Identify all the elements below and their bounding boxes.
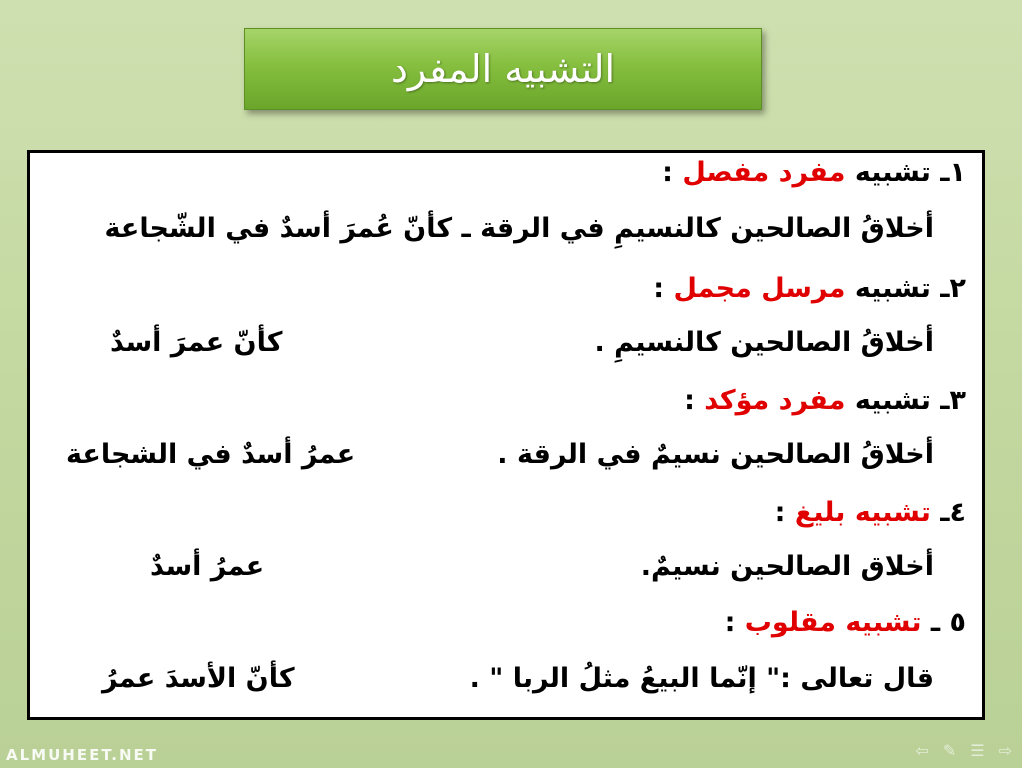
example-main: أخلاقُ الصالحين نسيمٌ في الرقة .	[497, 439, 934, 470]
item-type: تشبيه بليغ	[794, 497, 931, 528]
item-prefix: تشبيه	[854, 273, 931, 304]
item-colon: :	[684, 385, 695, 416]
item-prefix: تشبيه	[854, 157, 931, 188]
item-prefix: تشبيه	[854, 385, 931, 416]
item-type: تشبيه مقلوب	[744, 607, 922, 638]
site-logo: ALMUHEET.NET	[6, 746, 159, 764]
item-heading-1	[30, 157, 982, 188]
menu-icon[interactable]: ☰	[970, 741, 985, 760]
item-type: مفرد مؤكد	[704, 385, 846, 416]
item-colon: :	[653, 273, 665, 304]
item-number: ٥ ـ	[930, 607, 966, 638]
item-colon: :	[662, 157, 673, 188]
example-side: عمرُ أسدٌ في الشجاعة	[66, 439, 356, 470]
item-heading-3	[30, 385, 982, 416]
item-heading-4	[30, 497, 982, 528]
back-arrow-icon[interactable]: ⇦	[915, 741, 929, 760]
slide-title-text: التشبيه المفرد	[390, 47, 616, 91]
item-type: مفرد مفصل	[682, 157, 846, 188]
example-main: أخلاق الصالحين نسيمٌ.	[640, 551, 934, 582]
content-box	[27, 150, 985, 720]
example-side: كأنّ عمرَ أسدٌ	[110, 327, 283, 358]
item-colon: :	[724, 607, 736, 638]
item-colon: :	[774, 497, 786, 528]
item-number: ١ـ	[940, 157, 966, 188]
slide-title	[244, 28, 762, 110]
example-main: أخلاقُ الصالحين كالنسيمِ .	[594, 327, 934, 358]
slide-nav	[915, 741, 1012, 760]
example-main: قال تعالى :" إنّما البيعُ مثلُ الربا " .	[469, 663, 934, 694]
example-side: عمرُ أسدٌ	[150, 551, 265, 582]
item-number: ٤ـ	[940, 497, 966, 528]
pen-icon[interactable]: ✎	[942, 741, 957, 760]
item-number: ٣ـ	[940, 385, 966, 416]
forward-arrow-icon[interactable]: ⇨	[998, 741, 1012, 760]
item-heading-5	[30, 607, 982, 638]
example-main: أخلاقُ الصالحين كالنسيمِ في الرقة ـ كأنّ عُمرَ أسدٌ في الشّجاعة	[104, 213, 934, 244]
item-heading-2	[30, 273, 982, 304]
item-number: ٢ـ	[940, 273, 966, 304]
item-type: مرسل مجمل	[673, 273, 846, 304]
example-side: كأنّ الأسدَ عمرُ	[102, 663, 295, 694]
